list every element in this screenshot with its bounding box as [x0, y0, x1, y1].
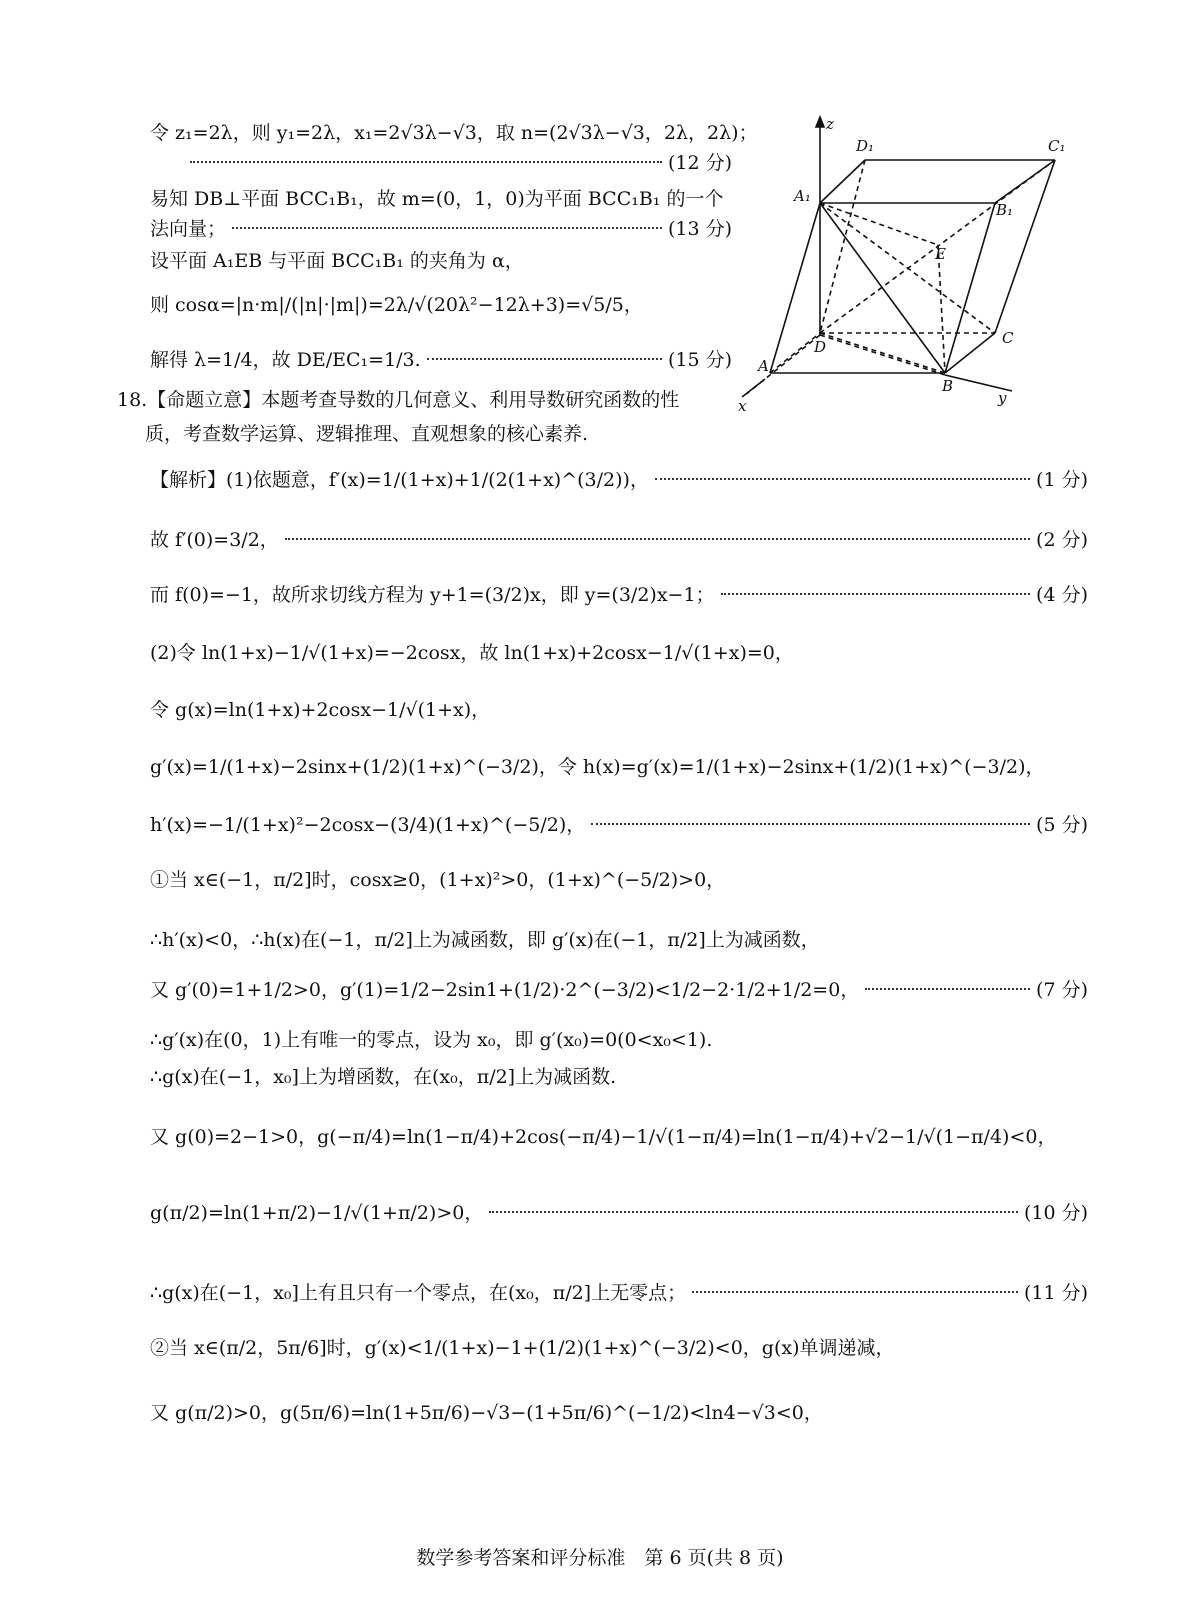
solution-line [150, 1278, 1088, 1305]
segment-a1c [820, 203, 995, 333]
solution-text: 令 g(x)=ln(1+x)+2cosx−1/√(1+x)， [150, 699, 491, 721]
edge-a1a [770, 203, 820, 373]
edge-c1c [995, 160, 1055, 333]
solution-text: 又 g(0)=2−1>0，g(−π/4)=ln(1−π/4)+2cos(−π/4)−1/√(1−π/4)=ln(1−π/4)+√2−1/√(1−π/4)<0， [150, 1126, 1057, 1148]
solution-line [150, 1198, 1088, 1225]
score-label: (15 分) [667, 349, 732, 371]
solution-text: ∴g(x)在(−1，x₀]上为增函数，在(x₀，π/2]上为减函数. [150, 1066, 617, 1088]
q18-intent-line2: 质，考查数学运算、逻辑推理、直观想象的核心素养. [145, 423, 589, 445]
sol17-text: 易知 DB⊥平面 BCC₁B₁，故 m=(0，1，0)为平面 BCC₁B₁ 的一个 [150, 188, 724, 210]
sol17-line-5 [150, 290, 732, 317]
solution-line [150, 525, 1088, 552]
q18-intent-line1: 【命题立意】本题考查导数的几何意义、利用导数研究函数的性 [147, 389, 680, 411]
q18-number: 18. [117, 389, 148, 411]
solution-text: ①当 x∈(−1，π/2]时，cosx≥0，(1+x)²>0，(1+x)^(−5/2)>0， [150, 869, 726, 891]
leader-dots [865, 988, 1030, 990]
edge-d1d [820, 160, 865, 333]
sol17-line-6 [150, 345, 732, 372]
solution-line [150, 1062, 1088, 1089]
score-label: (13 分) [667, 218, 732, 240]
sol17-line-1 [150, 118, 758, 145]
solution-line [150, 638, 1088, 665]
label-c1: C₁ [1048, 137, 1066, 155]
edge-ad [770, 333, 820, 373]
solution-line [150, 1122, 1088, 1149]
leader-dots [285, 538, 1030, 540]
solution-line [150, 465, 1088, 492]
segment-db [820, 333, 945, 373]
solution-line [150, 580, 1088, 607]
sol17-text: 则 cosα=|n·m|/(|n|·|m|)=2λ/√(20λ²−12λ+3)=√5/5， [150, 294, 643, 316]
leader-dots [232, 227, 662, 229]
sol17-line-1b [150, 148, 732, 175]
leader-dots [427, 358, 662, 360]
prism-diagram [730, 105, 1070, 425]
score-label: (5 分) [1036, 814, 1088, 836]
solution-line [150, 810, 1088, 837]
sol17-line-2 [150, 184, 732, 211]
solution-line [150, 695, 1088, 722]
leader-dots [489, 1211, 1018, 1213]
page-footer: 数学参考答案和评分标准 第 6 页(共 8 页) [416, 1547, 784, 1569]
solution-text: 又 g′(0)=1+1/2>0，g′(1)=1/2−2sin1+(1/2)·2^(−3/2)<1/2−2·1/2+1/2=0， [150, 979, 860, 1001]
solution-text: g′(x)=1/(1+x)−2sinx+(1/2)(1+x)^(−3/2)，令 h(x)=g′(x)=1/(1+x)−2sinx+(1/2)(1+x)^(−3/2)， [150, 756, 1045, 778]
label-d: D [814, 338, 827, 356]
leader-dots [655, 478, 1030, 480]
score-label: (10 分) [1023, 1202, 1088, 1224]
score-label: (2 分) [1036, 529, 1088, 551]
segment-eb [938, 245, 945, 373]
sol17-text: 设平面 A₁EB 与平面 BCC₁B₁ 的夹角为 α， [150, 250, 524, 272]
label-b1: B₁ [996, 201, 1014, 219]
label-x: x [738, 397, 747, 415]
edge-b1b [945, 203, 995, 373]
score-label: (1 分) [1036, 469, 1088, 491]
solution-text: 故 f′(0)=3/2， [150, 529, 279, 551]
leader-dots [692, 1291, 1018, 1293]
solution-text: ∴g(x)在(−1，x₀]上有且只有一个零点，在(x₀，π/2]上无零点； [150, 1282, 687, 1304]
segment-a1e [820, 203, 938, 245]
solution-line [150, 1025, 1088, 1052]
label-a: A [758, 357, 769, 375]
label-b: B [942, 377, 954, 395]
solution-text: h′(x)=−1/(1+x)²−2cosx−(3/4)(1+x)^(−5/2)， [150, 814, 586, 836]
score-label: (12 分) [667, 152, 732, 174]
leader-dots [190, 161, 662, 163]
solution-text: ②当 x∈(π/2，5π/6]时，g′(x)<1/(1+x)−1+(1/2)(1+x)^(−3/2)<0，g(x)单调递减， [150, 1337, 895, 1359]
solution-text: (2)令 ln(1+x)−1/√(1+x)=−2cosx，故 ln(1+x)+2cosx−1/√(1+x)=0， [150, 642, 794, 664]
score-label: (7 分) [1036, 979, 1088, 1001]
label-c: C [1002, 329, 1014, 347]
sol17-text: 法向量； [150, 218, 227, 240]
solution-line [150, 975, 1088, 1002]
edge-bc [945, 333, 995, 373]
label-z: z [826, 115, 834, 133]
segment-a1b [820, 203, 945, 373]
solution-line [150, 925, 1088, 952]
sol17-line-3 [150, 214, 732, 241]
leader-dots [721, 593, 1030, 595]
solution-text: 【解析】(1)依题意，f′(x)=1/(1+x)+1/(2(1+x)^(3/2))， [150, 469, 649, 491]
solution-text: ∴h′(x)<0，∴h(x)在(−1，π/2]上为减函数，即 g′(x)在(−1，π/2]上为减函数， [150, 929, 820, 951]
leader-dots [591, 823, 1030, 825]
solution-text: 而 f(0)=−1，故所求切线方程为 y+1=(3/2)x，即 y=(3/2)x−1； [150, 584, 715, 606]
z-axis-arrow [816, 117, 824, 127]
score-label: (4 分) [1036, 584, 1088, 606]
solution-line [150, 865, 1088, 892]
label-e: E [935, 245, 946, 263]
label-a1: A₁ [794, 187, 811, 205]
q18-intent [117, 383, 757, 451]
y-axis-hidden [820, 335, 945, 375]
solution-text: g(π/2)=ln(1+π/2)−1/√(1+π/2)>0， [150, 1202, 484, 1224]
score-label: (11 分) [1023, 1282, 1088, 1304]
edge-a1d1 [820, 160, 865, 203]
solution-text: ∴g′(x)在(0，1)上有唯一的零点，设为 x₀，即 g′(x₀)=0(0<x₀<1). [150, 1029, 713, 1051]
solution-text: 又 g(π/2)>0，g(5π/6)=ln(1+5π/6)−√3−(1+5π/6)^(−1/2)<ln4−√3<0， [150, 1402, 823, 1424]
sol17-line-4 [150, 246, 732, 273]
sol17-text: 解得 λ=1/4，故 DE/EC₁=1/3. [150, 349, 421, 371]
solution-line [150, 1398, 1088, 1425]
sol17-text: 令 z₁=2λ，则 y₁=2λ，x₁=2√3λ−√3，取 n=(2√3λ−√3，2λ，2λ)； [150, 122, 758, 144]
solution-line [150, 752, 1088, 779]
label-y: y [998, 389, 1007, 407]
solution-line [150, 1333, 1088, 1360]
label-d1: D₁ [856, 137, 875, 155]
